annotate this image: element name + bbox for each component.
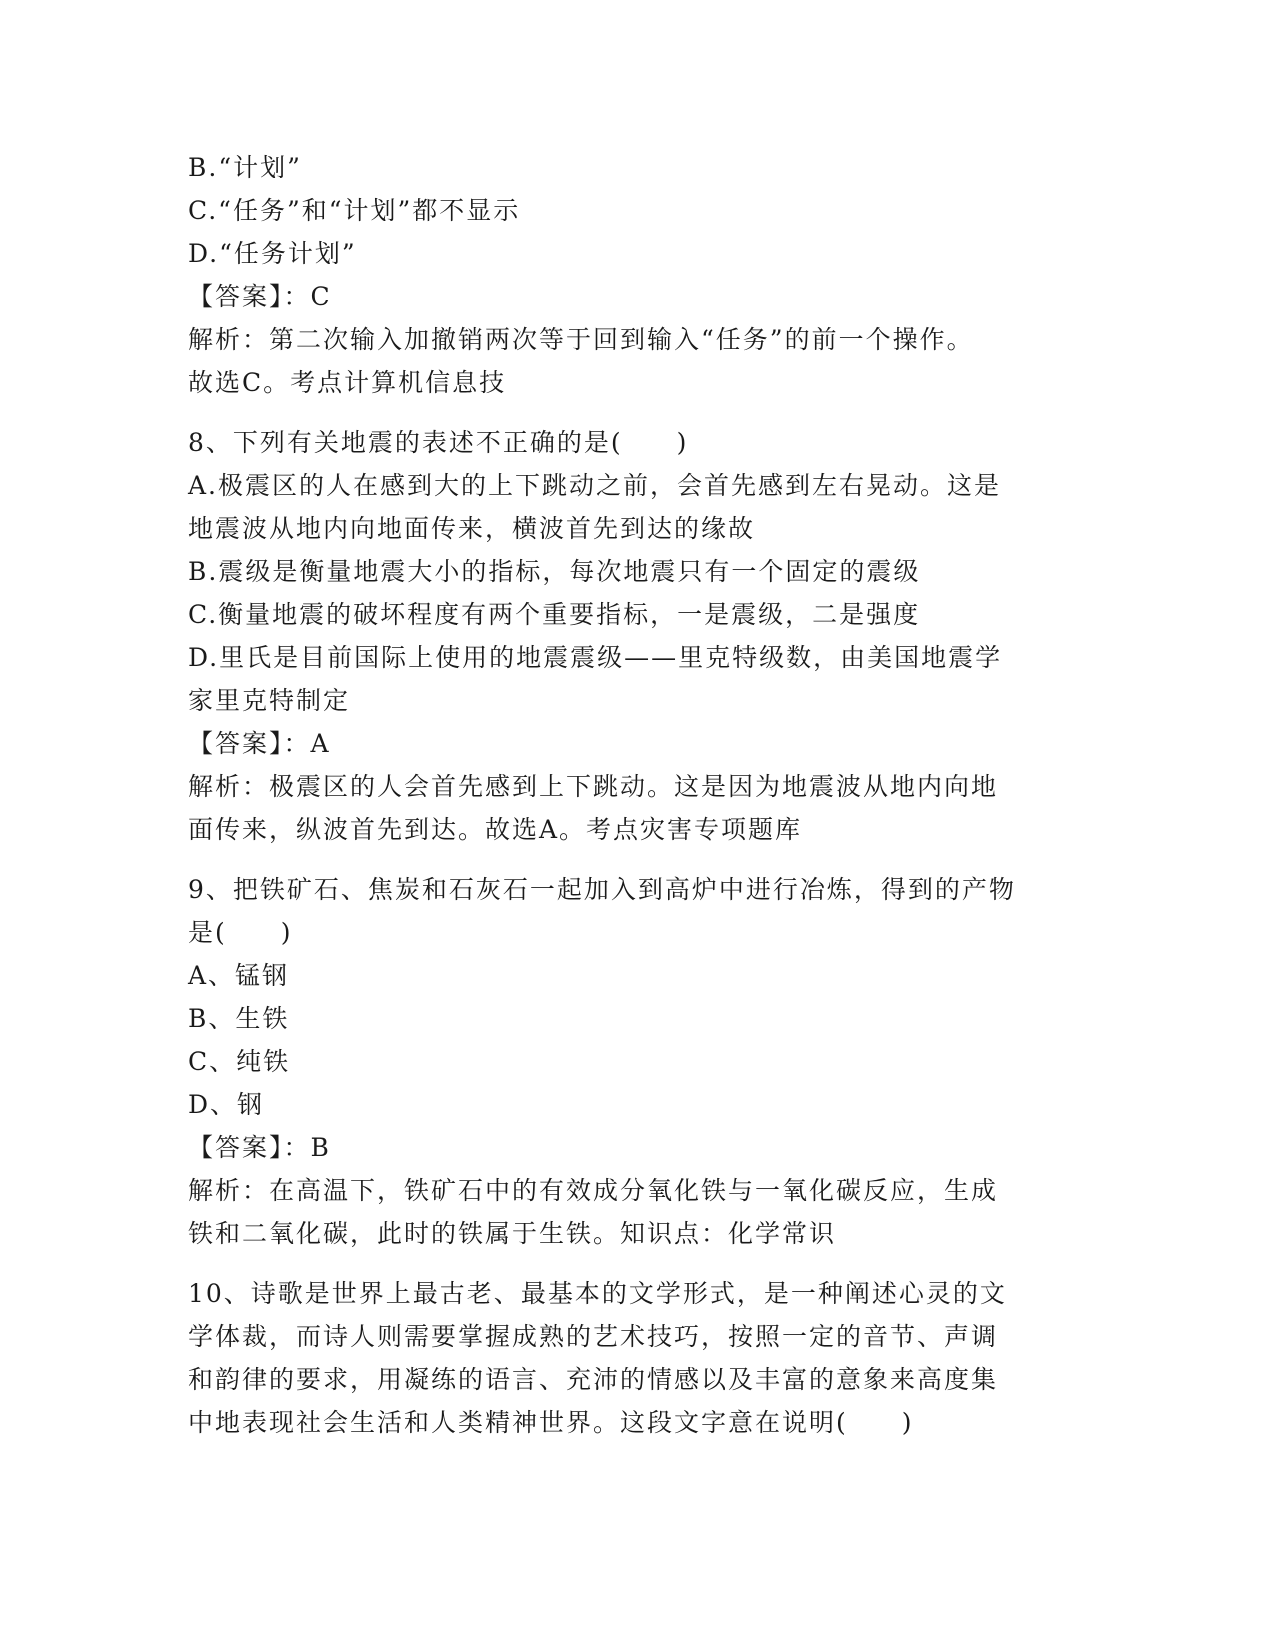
document-content: [188, 146, 1088, 1444]
explanation-line: 故选C。考点计算机信息技: [188, 368, 507, 397]
question-stem: 8、下列有关地震的表述不正确的是( ): [188, 428, 689, 457]
answer: 【答案】：B: [188, 1133, 331, 1162]
explanation-line: 解析：极震区的人会首先感到上下跳动。这是因为地震波从地内向地: [188, 772, 999, 801]
option-line: A.极震区的人在感到大的上下跳动之前，会首先感到左右晃动。这是: [188, 471, 1002, 500]
explanation-line: 解析：第二次输入加撤销两次等于回到输入“任务”的前一个操作。: [188, 325, 974, 354]
spacer: [188, 1255, 1088, 1272]
question-stem: 10、诗歌是世界上最古老、最基本的文学形式，是一种阐述心灵的文: [188, 1279, 1007, 1308]
option-b: B、生铁: [188, 1004, 290, 1033]
question-stem: 是( ): [188, 918, 293, 947]
option-line: C.衡量地震的破坏程度有两个重要指标，一是震级，二是强度: [188, 600, 921, 629]
answer: 【答案】：A: [188, 729, 331, 758]
option-line: 家里克特制定: [188, 686, 351, 715]
spacer: [188, 404, 1088, 421]
spacer: [188, 851, 1088, 868]
question-10: [188, 1272, 1088, 1444]
question-stem: 和韵律的要求，用凝练的语言、充沛的情感以及丰富的意象来高度集: [188, 1365, 999, 1394]
option-line: B.震级是衡量地震大小的指标，每次地震只有一个固定的震级: [188, 557, 921, 586]
explanation-line: 铁和二氧化碳，此时的铁属于生铁。知识点：化学常识: [188, 1219, 837, 1248]
option-c: C、纯铁: [188, 1047, 291, 1076]
explanation-line: 面传来，纵波首先到达。故选A。考点灾害专项题库: [188, 815, 803, 844]
option-c: C.“任务”和“计划”都不显示: [188, 196, 521, 225]
question-stem: 学体裁，而诗人则需要掌握成熟的艺术技巧，按照一定的音节、声调: [188, 1322, 999, 1351]
option-d: D.“任务计划”: [188, 239, 357, 268]
option-a: A、锰钢: [188, 961, 290, 990]
answer: 【答案】：C: [188, 282, 332, 311]
question-9: [188, 868, 1088, 1255]
prev-question: [188, 146, 1088, 404]
question-stem: 9、把铁矿石、焦炭和石灰石一起加入到高炉中进行冶炼，得到的产物: [188, 875, 1016, 904]
option-b: B.“计划”: [188, 153, 302, 182]
option-line: D.里氏是目前国际上使用的地震震级——里克特级数，由美国地震学: [188, 643, 1003, 672]
question-8: [188, 421, 1088, 851]
question-stem: 中地表现社会生活和人类精神世界。这段文字意在说明( ): [188, 1408, 914, 1437]
option-line: 地震波从地内向地面传来，横波首先到达的缘故: [188, 514, 756, 543]
option-d: D、钢: [188, 1090, 265, 1119]
explanation-line: 解析：在高温下，铁矿石中的有效成分氧化铁与一氧化碳反应，生成: [188, 1176, 999, 1205]
